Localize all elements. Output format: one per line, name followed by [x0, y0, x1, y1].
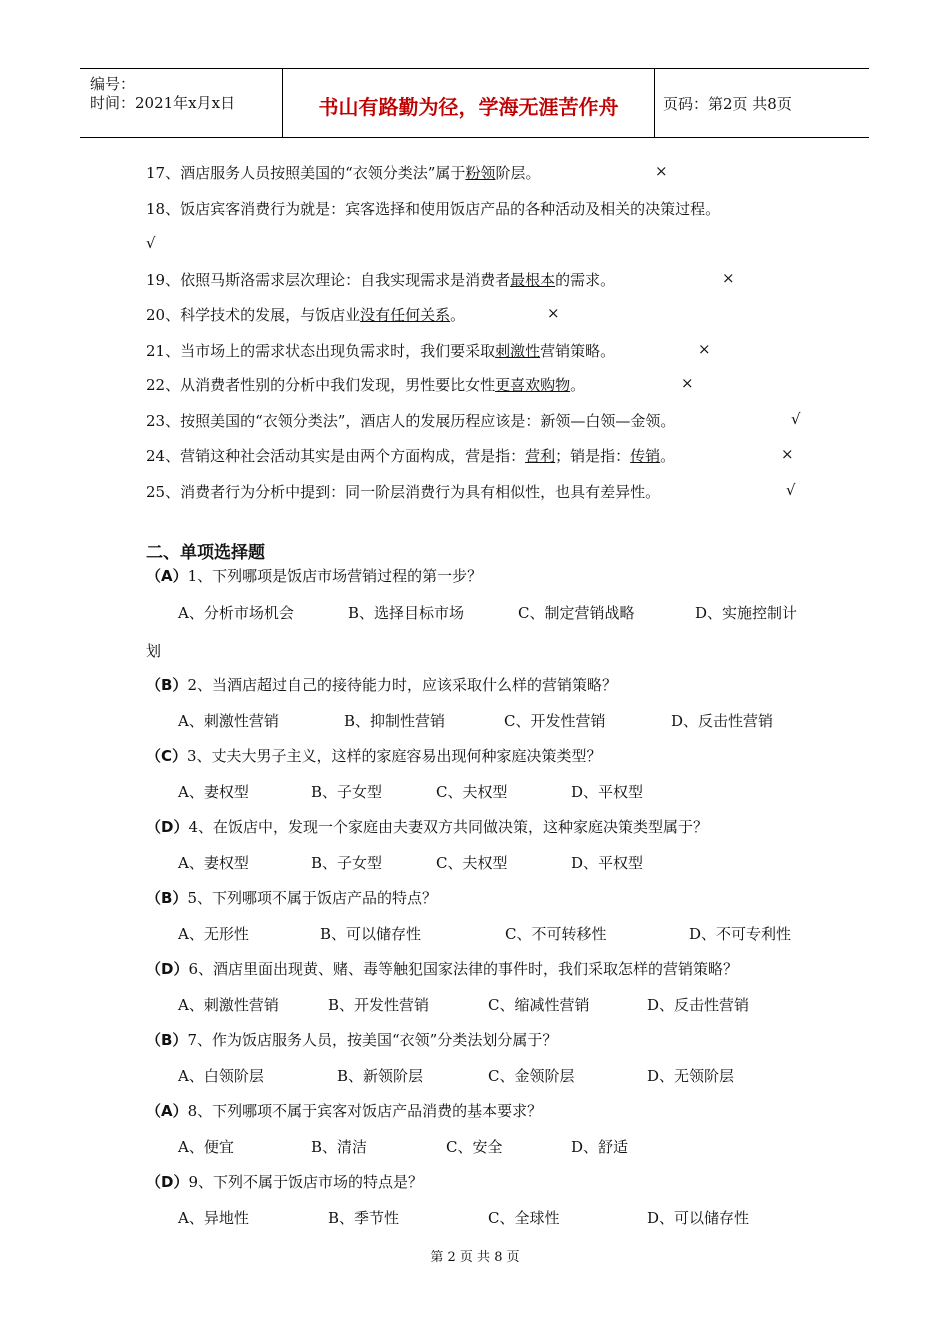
option-d: D、平权型 [571, 783, 644, 801]
option-b: B、新领阶层 [337, 1067, 424, 1085]
question-text: 6、酒店里面出现黄、赌、毒等触犯国家法律的事件时，我们采取怎样的营销策略？ [188, 960, 739, 978]
answer-label: （B） [146, 1031, 188, 1049]
wrong-mark: × [722, 269, 735, 287]
judgement-text: 17、酒店服务人员按照美国的“衣领分类法”属于 [146, 164, 466, 182]
option-a: A、分析市场机会 [178, 604, 294, 622]
question-text: 5、下列哪项不属于饭店产品的特点？ [187, 889, 437, 907]
judgement-text: 25、消费者行为分析中提到：同一阶层消费行为具有相似性，也具有差异性。 [146, 483, 661, 501]
option-b: B、开发性营销 [328, 996, 430, 1014]
judgement-24 [146, 445, 675, 466]
option-d: D、实施控制计 [695, 604, 798, 622]
motto: 书山有路勤为径，学海无涯苦作舟 [318, 95, 619, 119]
header-meta-cell [80, 69, 283, 137]
underlined-term: 刺激性 [495, 342, 541, 360]
page-info: 页码：第2页 共8页 [663, 95, 792, 113]
question-text: 3、丈夫大男子主义，这样的家庭容易出现何种家庭决策类型？ [187, 747, 602, 765]
judgement-text-end: 阶层。 [495, 164, 541, 182]
option-a: A、刺激性营销 [178, 996, 279, 1014]
question-9 [146, 1171, 423, 1192]
option-a: A、刺激性营销 [178, 712, 279, 730]
question-text: 8、下列哪项不属于宾客对饭店产品消费的基本要求？ [187, 1102, 543, 1120]
option-c: C、夫权型 [436, 854, 508, 872]
answer-label: （D） [146, 960, 189, 978]
question-1 [146, 565, 482, 586]
question-6 [146, 958, 738, 979]
option-d: D、无领阶层 [647, 1067, 735, 1085]
header-motto-cell [283, 69, 655, 137]
option-d: D、舒适 [571, 1138, 629, 1156]
option-b: B、选择目标市场 [348, 604, 465, 622]
number-label: 编号： [90, 75, 136, 93]
answer-label: （D） [146, 1173, 189, 1191]
question-2 [146, 674, 617, 695]
option-a: A、异地性 [178, 1209, 249, 1227]
question-3 [146, 745, 602, 766]
correct-mark: √ [786, 481, 796, 499]
section-title: 二、单项选择题 [146, 543, 265, 563]
question-text: 4、在饭店中，发现一个家庭由夫妻双方共同做决策，这种家庭决策类型属于？ [188, 818, 709, 836]
question-7 [146, 1029, 557, 1050]
judgement-20 [146, 304, 465, 325]
option-b: B、子女型 [311, 854, 383, 872]
judgement-17 [146, 162, 540, 183]
option-c: C、缩减性营销 [488, 996, 590, 1014]
judgement-text: 24、营销这种社会活动其实是由两个方面构成，营是指： [146, 447, 526, 465]
wrong-mark: × [781, 445, 794, 463]
option-d: D、不可专利性 [689, 925, 792, 943]
question-text: 9、下列不属于饭店市场的特点是？ [188, 1173, 423, 1191]
judgement-22 [146, 374, 585, 395]
underlined-term: 没有任何关系 [360, 306, 451, 324]
option-b: B、季节性 [328, 1209, 400, 1227]
answer-label: （B） [146, 889, 188, 907]
wrong-mark: × [698, 340, 711, 358]
page-footer: 第 2 页 共 8 页 [430, 1250, 520, 1265]
answer-label: （B） [146, 676, 188, 694]
time-label: 时间：2021年x月x日 [90, 94, 236, 112]
option-b: B、子女型 [311, 783, 383, 801]
judgement-text: 22、从消费者性别的分析中我们发现，男性要比女性 [146, 376, 496, 394]
judgement-text-end: 的需求。 [555, 271, 616, 289]
judgement-text-end: 。 [450, 306, 466, 324]
judgement-text: 19、依照马斯洛需求层次理论：自我实现需求是消费者 [146, 271, 511, 289]
header-page-cell [655, 69, 869, 137]
option-d: D、平权型 [571, 854, 644, 872]
judgement-19 [146, 269, 615, 290]
correct-mark: √ [791, 410, 801, 428]
option-c: C、安全 [446, 1138, 503, 1156]
question-text: 1、下列哪项是饭店市场营销过程的第一步？ [187, 567, 483, 585]
option-wrap: 划 [146, 642, 162, 660]
judgement-text-end: 营销策略。 [540, 342, 616, 360]
underlined-term: 粉领 [465, 164, 496, 182]
option-a: A、白领阶层 [178, 1067, 264, 1085]
option-d: D、可以储存性 [647, 1209, 750, 1227]
judgement-text-mid: ；销是指： [555, 447, 631, 465]
answer-label: （C） [146, 747, 188, 765]
judgement-21 [146, 340, 615, 361]
judgement-text-end: 。 [660, 447, 676, 465]
judgement-text: 21、当市场上的需求状态出现负需求时，我们要采取 [146, 342, 496, 360]
underlined-term: 更喜欢购物 [495, 376, 571, 394]
option-a: A、无形性 [178, 925, 249, 943]
answer-label: （D） [146, 818, 189, 836]
wrong-mark: × [655, 162, 668, 180]
correct-mark: √ [146, 234, 156, 252]
judgement-text: 20、科学技术的发展，与饭店业 [146, 306, 361, 324]
option-c: C、开发性营销 [504, 712, 606, 730]
option-d: D、反击性营销 [647, 996, 750, 1014]
question-5 [146, 887, 437, 908]
underlined-term: 传销 [630, 447, 661, 465]
option-c: C、金领阶层 [488, 1067, 575, 1085]
option-d: D、反击性营销 [671, 712, 774, 730]
option-b: B、抑制性营销 [344, 712, 446, 730]
option-a: A、妻权型 [178, 854, 249, 872]
wrong-mark: × [547, 304, 560, 322]
question-8 [146, 1100, 542, 1121]
document-header [80, 68, 869, 138]
answer-label: （A） [146, 1102, 188, 1120]
underlined-term: 营利 [525, 447, 556, 465]
answer-label: （A） [146, 567, 188, 585]
judgement-text: 18、饭店宾客消费行为就是：宾客选择和使用饭店产品的各种活动及相关的决策过程。 [146, 200, 721, 218]
option-a: A、妻权型 [178, 783, 249, 801]
judgement-25 [146, 481, 660, 502]
underlined-term: 最根本 [510, 271, 556, 289]
judgement-text: 23、按照美国的“衣领分类法”，酒店人的发展历程应该是：新领—白领—金领。 [146, 412, 676, 430]
option-c: C、制定营销战略 [518, 604, 635, 622]
option-a: A、便宜 [178, 1138, 234, 1156]
option-b: B、可以储存性 [320, 925, 422, 943]
option-c: C、不可转移性 [505, 925, 607, 943]
option-b: B、清洁 [311, 1138, 368, 1156]
judgement-23 [146, 410, 675, 431]
option-c: C、全球性 [488, 1209, 560, 1227]
wrong-mark: × [681, 374, 694, 392]
judgement-text-end: 。 [570, 376, 586, 394]
option-c: C、夫权型 [436, 783, 508, 801]
judgement-18 [146, 198, 720, 219]
question-text: 2、当酒店超过自己的接待能力时，应该采取什么样的营销策略？ [187, 676, 617, 694]
question-text: 7、作为饭店服务人员，按美国“衣领”分类法划分属于？ [187, 1031, 558, 1049]
question-4 [146, 816, 708, 837]
